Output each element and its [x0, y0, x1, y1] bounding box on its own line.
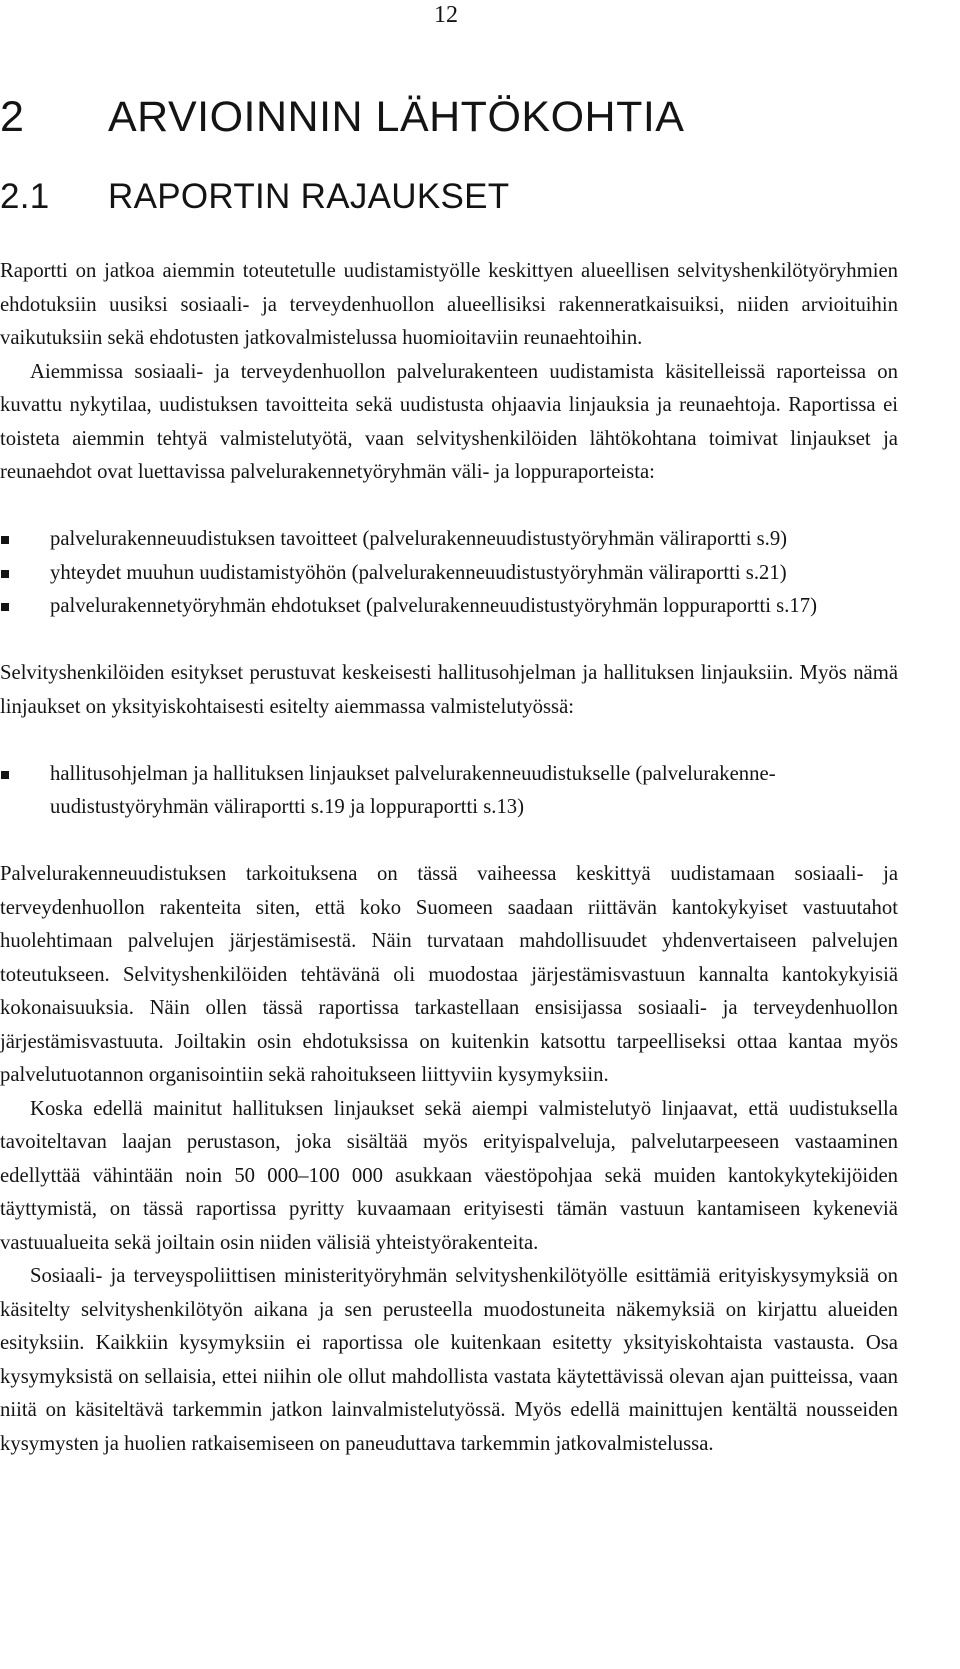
section-title: RAPORTIN RAJAUKSET — [108, 177, 510, 216]
body-text — [0, 255, 898, 1461]
paragraph-3: Selvityshenkilöiden esitykset perustuvat keskeisesti hallitusohjelman ja hallituksen linjauksiin. Myös nämä linjaukset on yksityiskohtaisesti esitelty aiemmassa valmistelutyössä: — [0, 662, 898, 718]
paragraph-2: Aiemmissa sosiaali- ja terveydenhuollon palvelurakenteen uudistamista käsitelleissä raporteissa on kuvattu nykytilaa, uudistuksen tavoitteita sekä uudistusta ohjaavia linjauksia ja reunaehtoja. Raportissa ei toisteta aiemmin tehtyä valmistelutyötä, vaan selvityshenkilöiden lähtökohtana toimivat linjaukset ja reunaehdot ovat luettavissa palvelurakennetyöryhmän väli- ja loppuraporteista: — [0, 360, 898, 483]
square-bullet-icon — [1, 603, 9, 611]
chapter-heading — [0, 90, 684, 144]
paragraph-5: Koska edellä mainitut hallituksen linjaukset sekä aiempi valmistelutyö linjaavat, että uudistuksella tavoiteltavan laajan perustason, joka sisältää myös erityispalveluja, palvelutarpeeseen vastaaminen edellyttää vähintään noin 50 000–100 000 asukkaan väestöpohjaa sekä muiden kantokykytekijöiden täyttymistä, on tässä raportissa pyritty kuvaamaan erityisesti tämän vastuun kantamiseen kykeneviä vastuualueita sekä joiltain osin niiden välisiä yhteistyörakenteita. — [0, 1097, 898, 1254]
list-item — [0, 758, 898, 825]
list-item-text: palvelurakennetyöryhmän ehdotukset (palvelurakenneuudistustyöryhmän loppuraportti s.17) — [50, 595, 817, 617]
list-item-text: yhteydet muuhun uudistamistyöhön (palvelurakenneuudistustyöryhmän väliraportti s.21) — [50, 561, 787, 584]
paragraph-1: Raportti on jatkoa aiemmin toteutetulle uudistamistyölle keskittyen alueellisen selvityshenkilötyöryhmien ehdotuksiin uusiksi sosiaali- ja terveydenhuollon alueellisiksi rakenneratkaisuiksi, niiden arvioituihin vaikutuksiin sekä ehdotusten jatkovalmistelussa huomioitaviin reunaehtoihin. — [0, 260, 898, 349]
list-item-text: hallitusohjelman ja hallituksen linjaukset palvelurakenneuudistukselle (palvelurakenneuudistustyöryhmän väliraportti s.19 ja loppuraportti s.13) — [50, 762, 776, 818]
list-item — [0, 523, 898, 557]
list-item — [0, 590, 898, 624]
section-heading — [0, 174, 510, 220]
square-bullet-icon — [1, 536, 9, 544]
list-item-text: palvelurakenneuudistuksen tavoitteet (palvelurakenneuudistustyöryhmän väliraportti s.9) — [50, 528, 788, 550]
bullet-list-reports — [0, 523, 898, 624]
square-bullet-icon — [1, 771, 9, 779]
chapter-number: 2 — [0, 93, 25, 141]
square-bullet-icon — [1, 570, 9, 578]
chapter-title: ARVIOINNIN LÄHTÖKOHTIA — [108, 93, 685, 141]
page-number: 12 — [434, 2, 458, 28]
paragraph-4: Palvelurakenneuudistuksen tarkoituksena on tässä vaiheessa keskittyä uudistamaan sosiaali- ja terveydenhuollon rakenteita siten, että koko Suomeen saadaan riittävän kantokykyiset vastuutahot huolehtimaan palvelujen järjestämisestä. Näin turvataan mahdollisuudet yhdenvertaiseen palvelujen toteutukseen. Selvityshenkilöiden tehtävänä oli muodostaa järjestämisvastuun kannalta kantokykyisiä kokonaisuuksia. Näin ollen tässä raportissa tarkastellaan ensisijassa sosiaali- ja terveydenhuollon järjestämisvastuuta. Joiltakin osin ehdotuksissa on kuitenkin katsottu tarpeelliseksi ottaa kantaa myös palvelutuotannon organisointiin sekä rahoitukseen liittyviin kysymyksiin. — [0, 863, 898, 1086]
bullet-list-government — [0, 758, 898, 825]
list-item — [0, 557, 898, 591]
paragraph-6: Sosiaali- ja terveyspoliittisen ministerityöryhmän selvityshenkilötyölle esittämiä erityiskysymyksiä on käsitelty selvityshenkilötyön aikana ja sen perusteella muodostuneita näkemyksiä on kirjattu alueiden esityksiin. Kaikkiin kysymyksiin ei raportissa ole kuitenkaan esitetty yksityiskohtaista vastausta. Osa kysymyksistä on sellaisia, ettei niihin ole ollut mahdollista vastata käytettävissä olevan ajan puitteissa, vaan niitä on käsiteltävä tarkemmin jatkon lainvalmistelutyössä. Myös edellä mainittujen kentältä nousseiden kysymysten ja huolien ratkaisemiseen on paneuduttava tarkemmin jatkovalmistelussa. — [0, 1265, 898, 1455]
section-number: 2.1 — [0, 177, 50, 216]
